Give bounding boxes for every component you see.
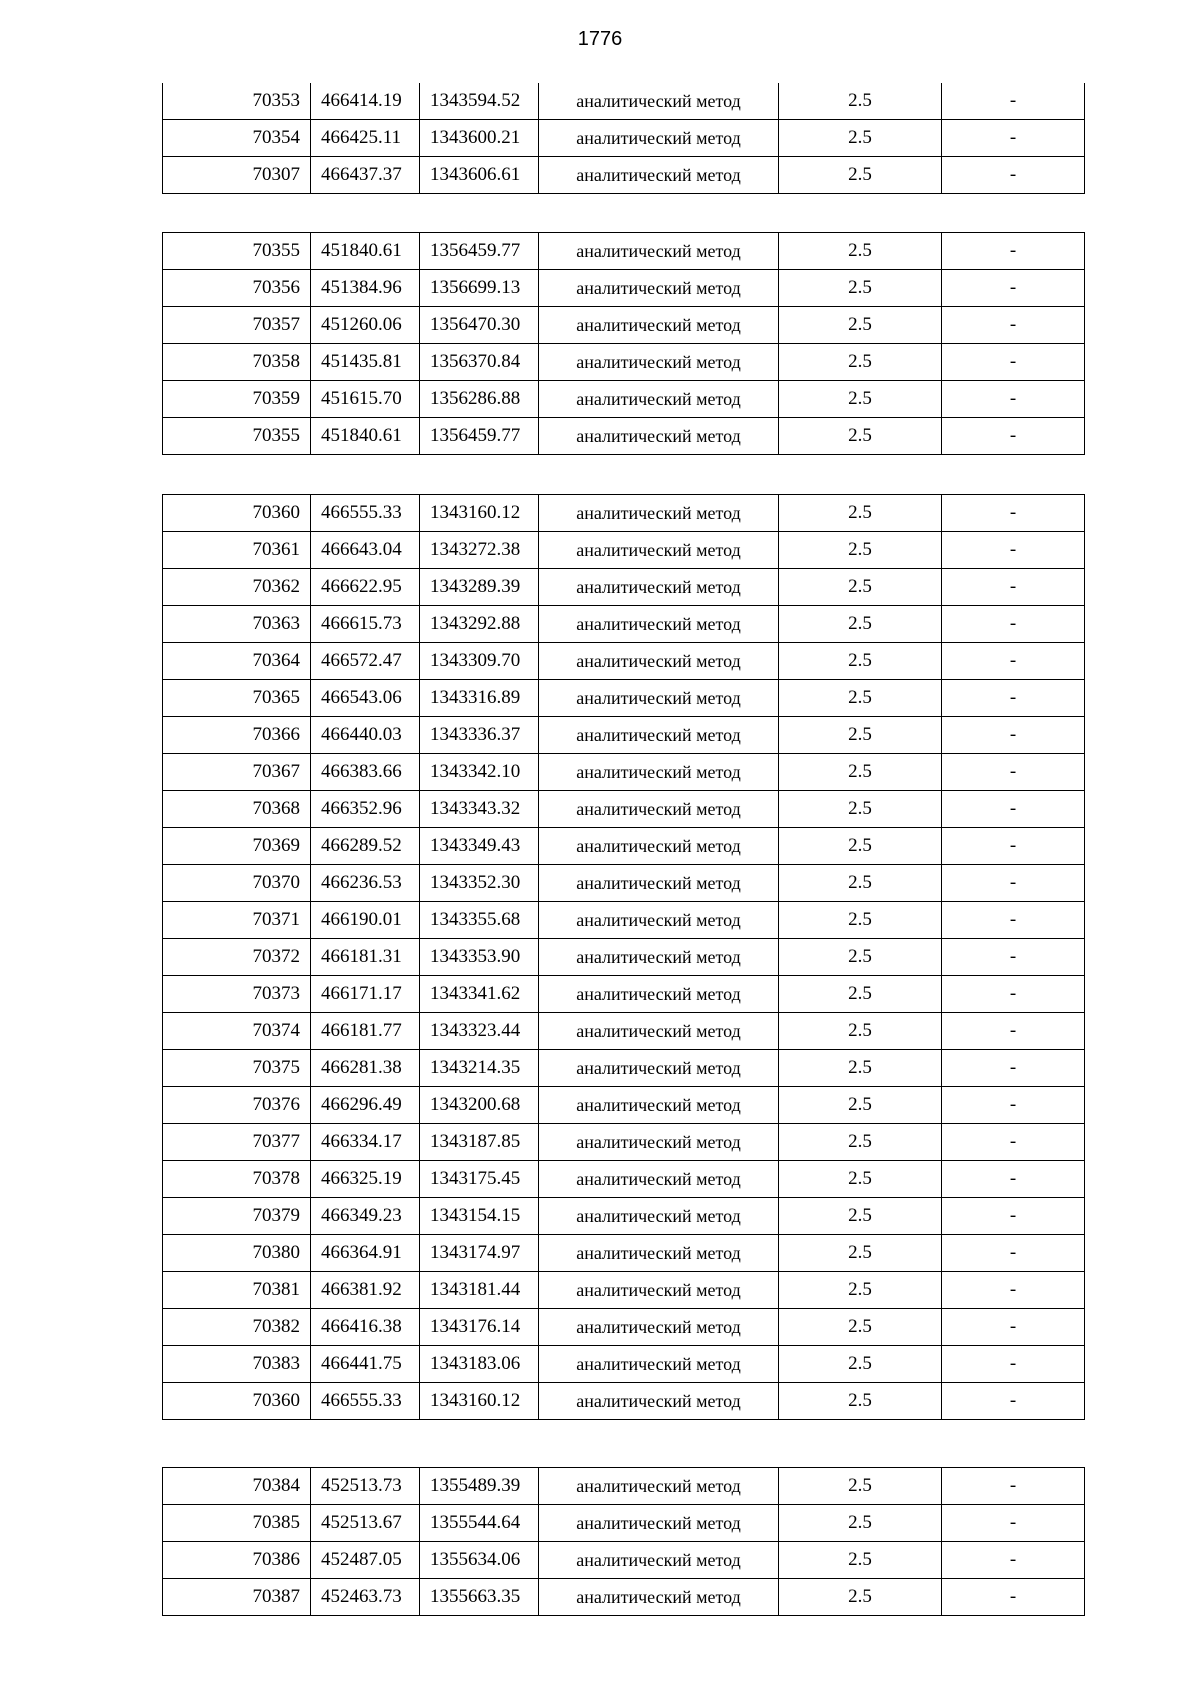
method-cell: аналитический метод bbox=[539, 1468, 779, 1505]
point-number-cell: 70370 bbox=[163, 865, 311, 902]
table-row bbox=[163, 1309, 1085, 1346]
table-row bbox=[163, 1272, 1085, 1309]
note-cell: - bbox=[942, 939, 1085, 976]
note-cell: - bbox=[942, 569, 1085, 606]
note-cell: - bbox=[942, 1013, 1085, 1050]
y-coordinate-cell: 1356470.30 bbox=[420, 307, 539, 344]
y-coordinate-cell: 1343160.12 bbox=[420, 1383, 539, 1420]
x-coordinate-cell: 466171.17 bbox=[311, 976, 420, 1013]
method-cell: аналитический метод bbox=[539, 902, 779, 939]
y-coordinate-cell: 1343174.97 bbox=[420, 1235, 539, 1272]
point-number-cell: 70374 bbox=[163, 1013, 311, 1050]
precision-cell: 2.5 bbox=[779, 828, 942, 865]
point-number-cell: 70373 bbox=[163, 976, 311, 1013]
table-row bbox=[163, 381, 1085, 418]
table-row bbox=[163, 233, 1085, 270]
table-row bbox=[163, 344, 1085, 381]
note-cell: - bbox=[942, 680, 1085, 717]
coordinates-table bbox=[162, 83, 1085, 194]
y-coordinate-cell: 1343606.61 bbox=[420, 157, 539, 194]
coordinates-table bbox=[162, 494, 1085, 1420]
table-row bbox=[163, 1013, 1085, 1050]
y-coordinate-cell: 1356699.13 bbox=[420, 270, 539, 307]
point-number-cell: 70376 bbox=[163, 1087, 311, 1124]
note-cell: - bbox=[942, 532, 1085, 569]
point-number-cell: 70366 bbox=[163, 717, 311, 754]
method-cell: аналитический метод bbox=[539, 606, 779, 643]
precision-cell: 2.5 bbox=[779, 643, 942, 680]
precision-cell: 2.5 bbox=[779, 1235, 942, 1272]
method-cell: аналитический метод bbox=[539, 976, 779, 1013]
y-coordinate-cell: 1356370.84 bbox=[420, 344, 539, 381]
precision-cell: 2.5 bbox=[779, 1309, 942, 1346]
point-number-cell: 70387 bbox=[163, 1579, 311, 1616]
x-coordinate-cell: 452513.67 bbox=[311, 1505, 420, 1542]
table-row bbox=[163, 157, 1085, 194]
table-row bbox=[163, 1124, 1085, 1161]
precision-cell: 2.5 bbox=[779, 606, 942, 643]
precision-cell: 2.5 bbox=[779, 495, 942, 532]
method-cell: аналитический метод bbox=[539, 233, 779, 270]
point-number-cell: 70355 bbox=[163, 233, 311, 270]
precision-cell: 2.5 bbox=[779, 1124, 942, 1161]
note-cell: - bbox=[942, 270, 1085, 307]
note-cell: - bbox=[942, 83, 1085, 120]
x-coordinate-cell: 466441.75 bbox=[311, 1346, 420, 1383]
table-row bbox=[163, 754, 1085, 791]
table-row bbox=[163, 1161, 1085, 1198]
y-coordinate-cell: 1356459.77 bbox=[420, 233, 539, 270]
y-coordinate-cell: 1343600.21 bbox=[420, 120, 539, 157]
precision-cell: 2.5 bbox=[779, 1161, 942, 1198]
y-coordinate-cell: 1355634.06 bbox=[420, 1542, 539, 1579]
method-cell: аналитический метод bbox=[539, 344, 779, 381]
method-cell: аналитический метод bbox=[539, 1235, 779, 1272]
precision-cell: 2.5 bbox=[779, 83, 942, 120]
x-coordinate-cell: 452487.05 bbox=[311, 1542, 420, 1579]
precision-cell: 2.5 bbox=[779, 791, 942, 828]
method-cell: аналитический метод bbox=[539, 680, 779, 717]
point-number-cell: 70362 bbox=[163, 569, 311, 606]
table-row bbox=[163, 1198, 1085, 1235]
x-coordinate-cell: 451384.96 bbox=[311, 270, 420, 307]
point-number-cell: 70307 bbox=[163, 157, 311, 194]
point-number-cell: 70360 bbox=[163, 495, 311, 532]
note-cell: - bbox=[942, 717, 1085, 754]
table-row bbox=[163, 270, 1085, 307]
x-coordinate-cell: 466416.38 bbox=[311, 1309, 420, 1346]
precision-cell: 2.5 bbox=[779, 1050, 942, 1087]
precision-cell: 2.5 bbox=[779, 1505, 942, 1542]
method-cell: аналитический метод bbox=[539, 1272, 779, 1309]
precision-cell: 2.5 bbox=[779, 1542, 942, 1579]
point-number-cell: 70360 bbox=[163, 1383, 311, 1420]
method-cell: аналитический метод bbox=[539, 1505, 779, 1542]
y-coordinate-cell: 1343352.30 bbox=[420, 865, 539, 902]
y-coordinate-cell: 1343176.14 bbox=[420, 1309, 539, 1346]
coordinates-table bbox=[162, 232, 1085, 455]
precision-cell: 2.5 bbox=[779, 1468, 942, 1505]
table-row bbox=[163, 939, 1085, 976]
x-coordinate-cell: 466325.19 bbox=[311, 1161, 420, 1198]
method-cell: аналитический метод bbox=[539, 1542, 779, 1579]
table-row bbox=[163, 1505, 1085, 1542]
method-cell: аналитический метод bbox=[539, 1161, 779, 1198]
method-cell: аналитический метод bbox=[539, 495, 779, 532]
method-cell: аналитический метод bbox=[539, 643, 779, 680]
point-number-cell: 70367 bbox=[163, 754, 311, 791]
point-number-cell: 70354 bbox=[163, 120, 311, 157]
point-number-cell: 70357 bbox=[163, 307, 311, 344]
method-cell: аналитический метод bbox=[539, 1124, 779, 1161]
x-coordinate-cell: 466643.04 bbox=[311, 532, 420, 569]
precision-cell: 2.5 bbox=[779, 976, 942, 1013]
note-cell: - bbox=[942, 1468, 1085, 1505]
point-number-cell: 70375 bbox=[163, 1050, 311, 1087]
y-coordinate-cell: 1343214.35 bbox=[420, 1050, 539, 1087]
point-number-cell: 70356 bbox=[163, 270, 311, 307]
x-coordinate-cell: 466289.52 bbox=[311, 828, 420, 865]
table-row bbox=[163, 828, 1085, 865]
y-coordinate-cell: 1343316.89 bbox=[420, 680, 539, 717]
point-number-cell: 70365 bbox=[163, 680, 311, 717]
table-row bbox=[163, 307, 1085, 344]
note-cell: - bbox=[942, 307, 1085, 344]
point-number-cell: 70353 bbox=[163, 83, 311, 120]
table-row bbox=[163, 976, 1085, 1013]
table-row bbox=[163, 606, 1085, 643]
y-coordinate-cell: 1343341.62 bbox=[420, 976, 539, 1013]
y-coordinate-cell: 1343292.88 bbox=[420, 606, 539, 643]
table-row bbox=[163, 902, 1085, 939]
precision-cell: 2.5 bbox=[779, 381, 942, 418]
precision-cell: 2.5 bbox=[779, 1579, 942, 1616]
x-coordinate-cell: 452513.73 bbox=[311, 1468, 420, 1505]
precision-cell: 2.5 bbox=[779, 1198, 942, 1235]
method-cell: аналитический метод bbox=[539, 1309, 779, 1346]
table-row bbox=[163, 495, 1085, 532]
point-number-cell: 70361 bbox=[163, 532, 311, 569]
y-coordinate-cell: 1343342.10 bbox=[420, 754, 539, 791]
method-cell: аналитический метод bbox=[539, 1579, 779, 1616]
point-number-cell: 70358 bbox=[163, 344, 311, 381]
y-coordinate-cell: 1343175.45 bbox=[420, 1161, 539, 1198]
note-cell: - bbox=[942, 418, 1085, 455]
table-row bbox=[163, 83, 1085, 120]
point-number-cell: 70372 bbox=[163, 939, 311, 976]
precision-cell: 2.5 bbox=[779, 120, 942, 157]
x-coordinate-cell: 466437.37 bbox=[311, 157, 420, 194]
note-cell: - bbox=[942, 1235, 1085, 1272]
y-coordinate-cell: 1343200.68 bbox=[420, 1087, 539, 1124]
point-number-cell: 70359 bbox=[163, 381, 311, 418]
x-coordinate-cell: 466615.73 bbox=[311, 606, 420, 643]
precision-cell: 2.5 bbox=[779, 157, 942, 194]
note-cell: - bbox=[942, 865, 1085, 902]
y-coordinate-cell: 1343154.15 bbox=[420, 1198, 539, 1235]
x-coordinate-cell: 466236.53 bbox=[311, 865, 420, 902]
point-number-cell: 70380 bbox=[163, 1235, 311, 1272]
x-coordinate-cell: 466622.95 bbox=[311, 569, 420, 606]
point-number-cell: 70368 bbox=[163, 791, 311, 828]
method-cell: аналитический метод bbox=[539, 939, 779, 976]
note-cell: - bbox=[942, 157, 1085, 194]
note-cell: - bbox=[942, 1124, 1085, 1161]
note-cell: - bbox=[942, 1579, 1085, 1616]
table-row bbox=[163, 418, 1085, 455]
x-coordinate-cell: 466181.77 bbox=[311, 1013, 420, 1050]
coordinates-table bbox=[162, 1467, 1085, 1616]
precision-cell: 2.5 bbox=[779, 680, 942, 717]
y-coordinate-cell: 1343181.44 bbox=[420, 1272, 539, 1309]
note-cell: - bbox=[942, 1383, 1085, 1420]
note-cell: - bbox=[942, 828, 1085, 865]
note-cell: - bbox=[942, 495, 1085, 532]
precision-cell: 2.5 bbox=[779, 717, 942, 754]
note-cell: - bbox=[942, 344, 1085, 381]
y-coordinate-cell: 1343355.68 bbox=[420, 902, 539, 939]
x-coordinate-cell: 466181.31 bbox=[311, 939, 420, 976]
x-coordinate-cell: 466364.91 bbox=[311, 1235, 420, 1272]
note-cell: - bbox=[942, 754, 1085, 791]
y-coordinate-cell: 1343343.32 bbox=[420, 791, 539, 828]
point-number-cell: 70385 bbox=[163, 1505, 311, 1542]
precision-cell: 2.5 bbox=[779, 865, 942, 902]
point-number-cell: 70378 bbox=[163, 1161, 311, 1198]
y-coordinate-cell: 1343187.85 bbox=[420, 1124, 539, 1161]
method-cell: аналитический метод bbox=[539, 791, 779, 828]
y-coordinate-cell: 1343349.43 bbox=[420, 828, 539, 865]
y-coordinate-cell: 1343183.06 bbox=[420, 1346, 539, 1383]
x-coordinate-cell: 466334.17 bbox=[311, 1124, 420, 1161]
method-cell: аналитический метод bbox=[539, 120, 779, 157]
x-coordinate-cell: 466352.96 bbox=[311, 791, 420, 828]
point-number-cell: 70386 bbox=[163, 1542, 311, 1579]
x-coordinate-cell: 466414.19 bbox=[311, 83, 420, 120]
y-coordinate-cell: 1343353.90 bbox=[420, 939, 539, 976]
x-coordinate-cell: 452463.73 bbox=[311, 1579, 420, 1616]
note-cell: - bbox=[942, 1050, 1085, 1087]
note-cell: - bbox=[942, 1161, 1085, 1198]
method-cell: аналитический метод bbox=[539, 1050, 779, 1087]
table-row bbox=[163, 1542, 1085, 1579]
x-coordinate-cell: 466296.49 bbox=[311, 1087, 420, 1124]
note-cell: - bbox=[942, 1505, 1085, 1542]
note-cell: - bbox=[942, 791, 1085, 828]
point-number-cell: 70382 bbox=[163, 1309, 311, 1346]
table-row bbox=[163, 569, 1085, 606]
y-coordinate-cell: 1343160.12 bbox=[420, 495, 539, 532]
x-coordinate-cell: 451260.06 bbox=[311, 307, 420, 344]
x-coordinate-cell: 466349.23 bbox=[311, 1198, 420, 1235]
table-row bbox=[163, 1579, 1085, 1616]
method-cell: аналитический метод bbox=[539, 157, 779, 194]
method-cell: аналитический метод bbox=[539, 1198, 779, 1235]
y-coordinate-cell: 1356459.77 bbox=[420, 418, 539, 455]
method-cell: аналитический метод bbox=[539, 754, 779, 791]
method-cell: аналитический метод bbox=[539, 418, 779, 455]
x-coordinate-cell: 451840.61 bbox=[311, 418, 420, 455]
y-coordinate-cell: 1343594.52 bbox=[420, 83, 539, 120]
method-cell: аналитический метод bbox=[539, 717, 779, 754]
precision-cell: 2.5 bbox=[779, 939, 942, 976]
page-number: 1776 bbox=[577, 28, 623, 50]
table-row bbox=[163, 532, 1085, 569]
x-coordinate-cell: 451435.81 bbox=[311, 344, 420, 381]
note-cell: - bbox=[942, 643, 1085, 680]
method-cell: аналитический метод bbox=[539, 1013, 779, 1050]
precision-cell: 2.5 bbox=[779, 754, 942, 791]
precision-cell: 2.5 bbox=[779, 1013, 942, 1050]
method-cell: аналитический метод bbox=[539, 1087, 779, 1124]
table-row bbox=[163, 1346, 1085, 1383]
method-cell: аналитический метод bbox=[539, 569, 779, 606]
point-number-cell: 70371 bbox=[163, 902, 311, 939]
x-coordinate-cell: 466555.33 bbox=[311, 1383, 420, 1420]
table-row bbox=[163, 643, 1085, 680]
precision-cell: 2.5 bbox=[779, 344, 942, 381]
table-row bbox=[163, 865, 1085, 902]
x-coordinate-cell: 466381.92 bbox=[311, 1272, 420, 1309]
method-cell: аналитический метод bbox=[539, 1383, 779, 1420]
x-coordinate-cell: 466543.06 bbox=[311, 680, 420, 717]
precision-cell: 2.5 bbox=[779, 1383, 942, 1420]
note-cell: - bbox=[942, 1272, 1085, 1309]
point-number-cell: 70363 bbox=[163, 606, 311, 643]
note-cell: - bbox=[942, 606, 1085, 643]
table-row bbox=[163, 717, 1085, 754]
x-coordinate-cell: 466572.47 bbox=[311, 643, 420, 680]
precision-cell: 2.5 bbox=[779, 1272, 942, 1309]
note-cell: - bbox=[942, 381, 1085, 418]
method-cell: аналитический метод bbox=[539, 83, 779, 120]
method-cell: аналитический метод bbox=[539, 381, 779, 418]
y-coordinate-cell: 1356286.88 bbox=[420, 381, 539, 418]
x-coordinate-cell: 466281.38 bbox=[311, 1050, 420, 1087]
note-cell: - bbox=[942, 120, 1085, 157]
method-cell: аналитический метод bbox=[539, 532, 779, 569]
x-coordinate-cell: 466190.01 bbox=[311, 902, 420, 939]
table-row bbox=[163, 120, 1085, 157]
table-row bbox=[163, 791, 1085, 828]
precision-cell: 2.5 bbox=[779, 569, 942, 606]
table-row bbox=[163, 1050, 1085, 1087]
precision-cell: 2.5 bbox=[779, 1346, 942, 1383]
precision-cell: 2.5 bbox=[779, 233, 942, 270]
precision-cell: 2.5 bbox=[779, 307, 942, 344]
precision-cell: 2.5 bbox=[779, 1087, 942, 1124]
method-cell: аналитический метод bbox=[539, 828, 779, 865]
method-cell: аналитический метод bbox=[539, 1346, 779, 1383]
x-coordinate-cell: 466383.66 bbox=[311, 754, 420, 791]
table-row bbox=[163, 1235, 1085, 1272]
x-coordinate-cell: 466425.11 bbox=[311, 120, 420, 157]
precision-cell: 2.5 bbox=[779, 532, 942, 569]
method-cell: аналитический метод bbox=[539, 307, 779, 344]
note-cell: - bbox=[942, 1542, 1085, 1579]
note-cell: - bbox=[942, 976, 1085, 1013]
point-number-cell: 70381 bbox=[163, 1272, 311, 1309]
y-coordinate-cell: 1343272.38 bbox=[420, 532, 539, 569]
y-coordinate-cell: 1343289.39 bbox=[420, 569, 539, 606]
note-cell: - bbox=[942, 902, 1085, 939]
y-coordinate-cell: 1355663.35 bbox=[420, 1579, 539, 1616]
y-coordinate-cell: 1355544.64 bbox=[420, 1505, 539, 1542]
x-coordinate-cell: 466440.03 bbox=[311, 717, 420, 754]
point-number-cell: 70384 bbox=[163, 1468, 311, 1505]
table-row bbox=[163, 1383, 1085, 1420]
y-coordinate-cell: 1355489.39 bbox=[420, 1468, 539, 1505]
precision-cell: 2.5 bbox=[779, 270, 942, 307]
note-cell: - bbox=[942, 1198, 1085, 1235]
method-cell: аналитический метод bbox=[539, 270, 779, 307]
x-coordinate-cell: 451615.70 bbox=[311, 381, 420, 418]
x-coordinate-cell: 466555.33 bbox=[311, 495, 420, 532]
y-coordinate-cell: 1343309.70 bbox=[420, 643, 539, 680]
note-cell: - bbox=[942, 233, 1085, 270]
precision-cell: 2.5 bbox=[779, 418, 942, 455]
point-number-cell: 70369 bbox=[163, 828, 311, 865]
y-coordinate-cell: 1343336.37 bbox=[420, 717, 539, 754]
table-row bbox=[163, 1087, 1085, 1124]
point-number-cell: 70355 bbox=[163, 418, 311, 455]
precision-cell: 2.5 bbox=[779, 902, 942, 939]
point-number-cell: 70379 bbox=[163, 1198, 311, 1235]
note-cell: - bbox=[942, 1087, 1085, 1124]
y-coordinate-cell: 1343323.44 bbox=[420, 1013, 539, 1050]
point-number-cell: 70377 bbox=[163, 1124, 311, 1161]
note-cell: - bbox=[942, 1309, 1085, 1346]
point-number-cell: 70364 bbox=[163, 643, 311, 680]
method-cell: аналитический метод bbox=[539, 865, 779, 902]
point-number-cell: 70383 bbox=[163, 1346, 311, 1383]
table-row bbox=[163, 680, 1085, 717]
table-row bbox=[163, 1468, 1085, 1505]
note-cell: - bbox=[942, 1346, 1085, 1383]
x-coordinate-cell: 451840.61 bbox=[311, 233, 420, 270]
